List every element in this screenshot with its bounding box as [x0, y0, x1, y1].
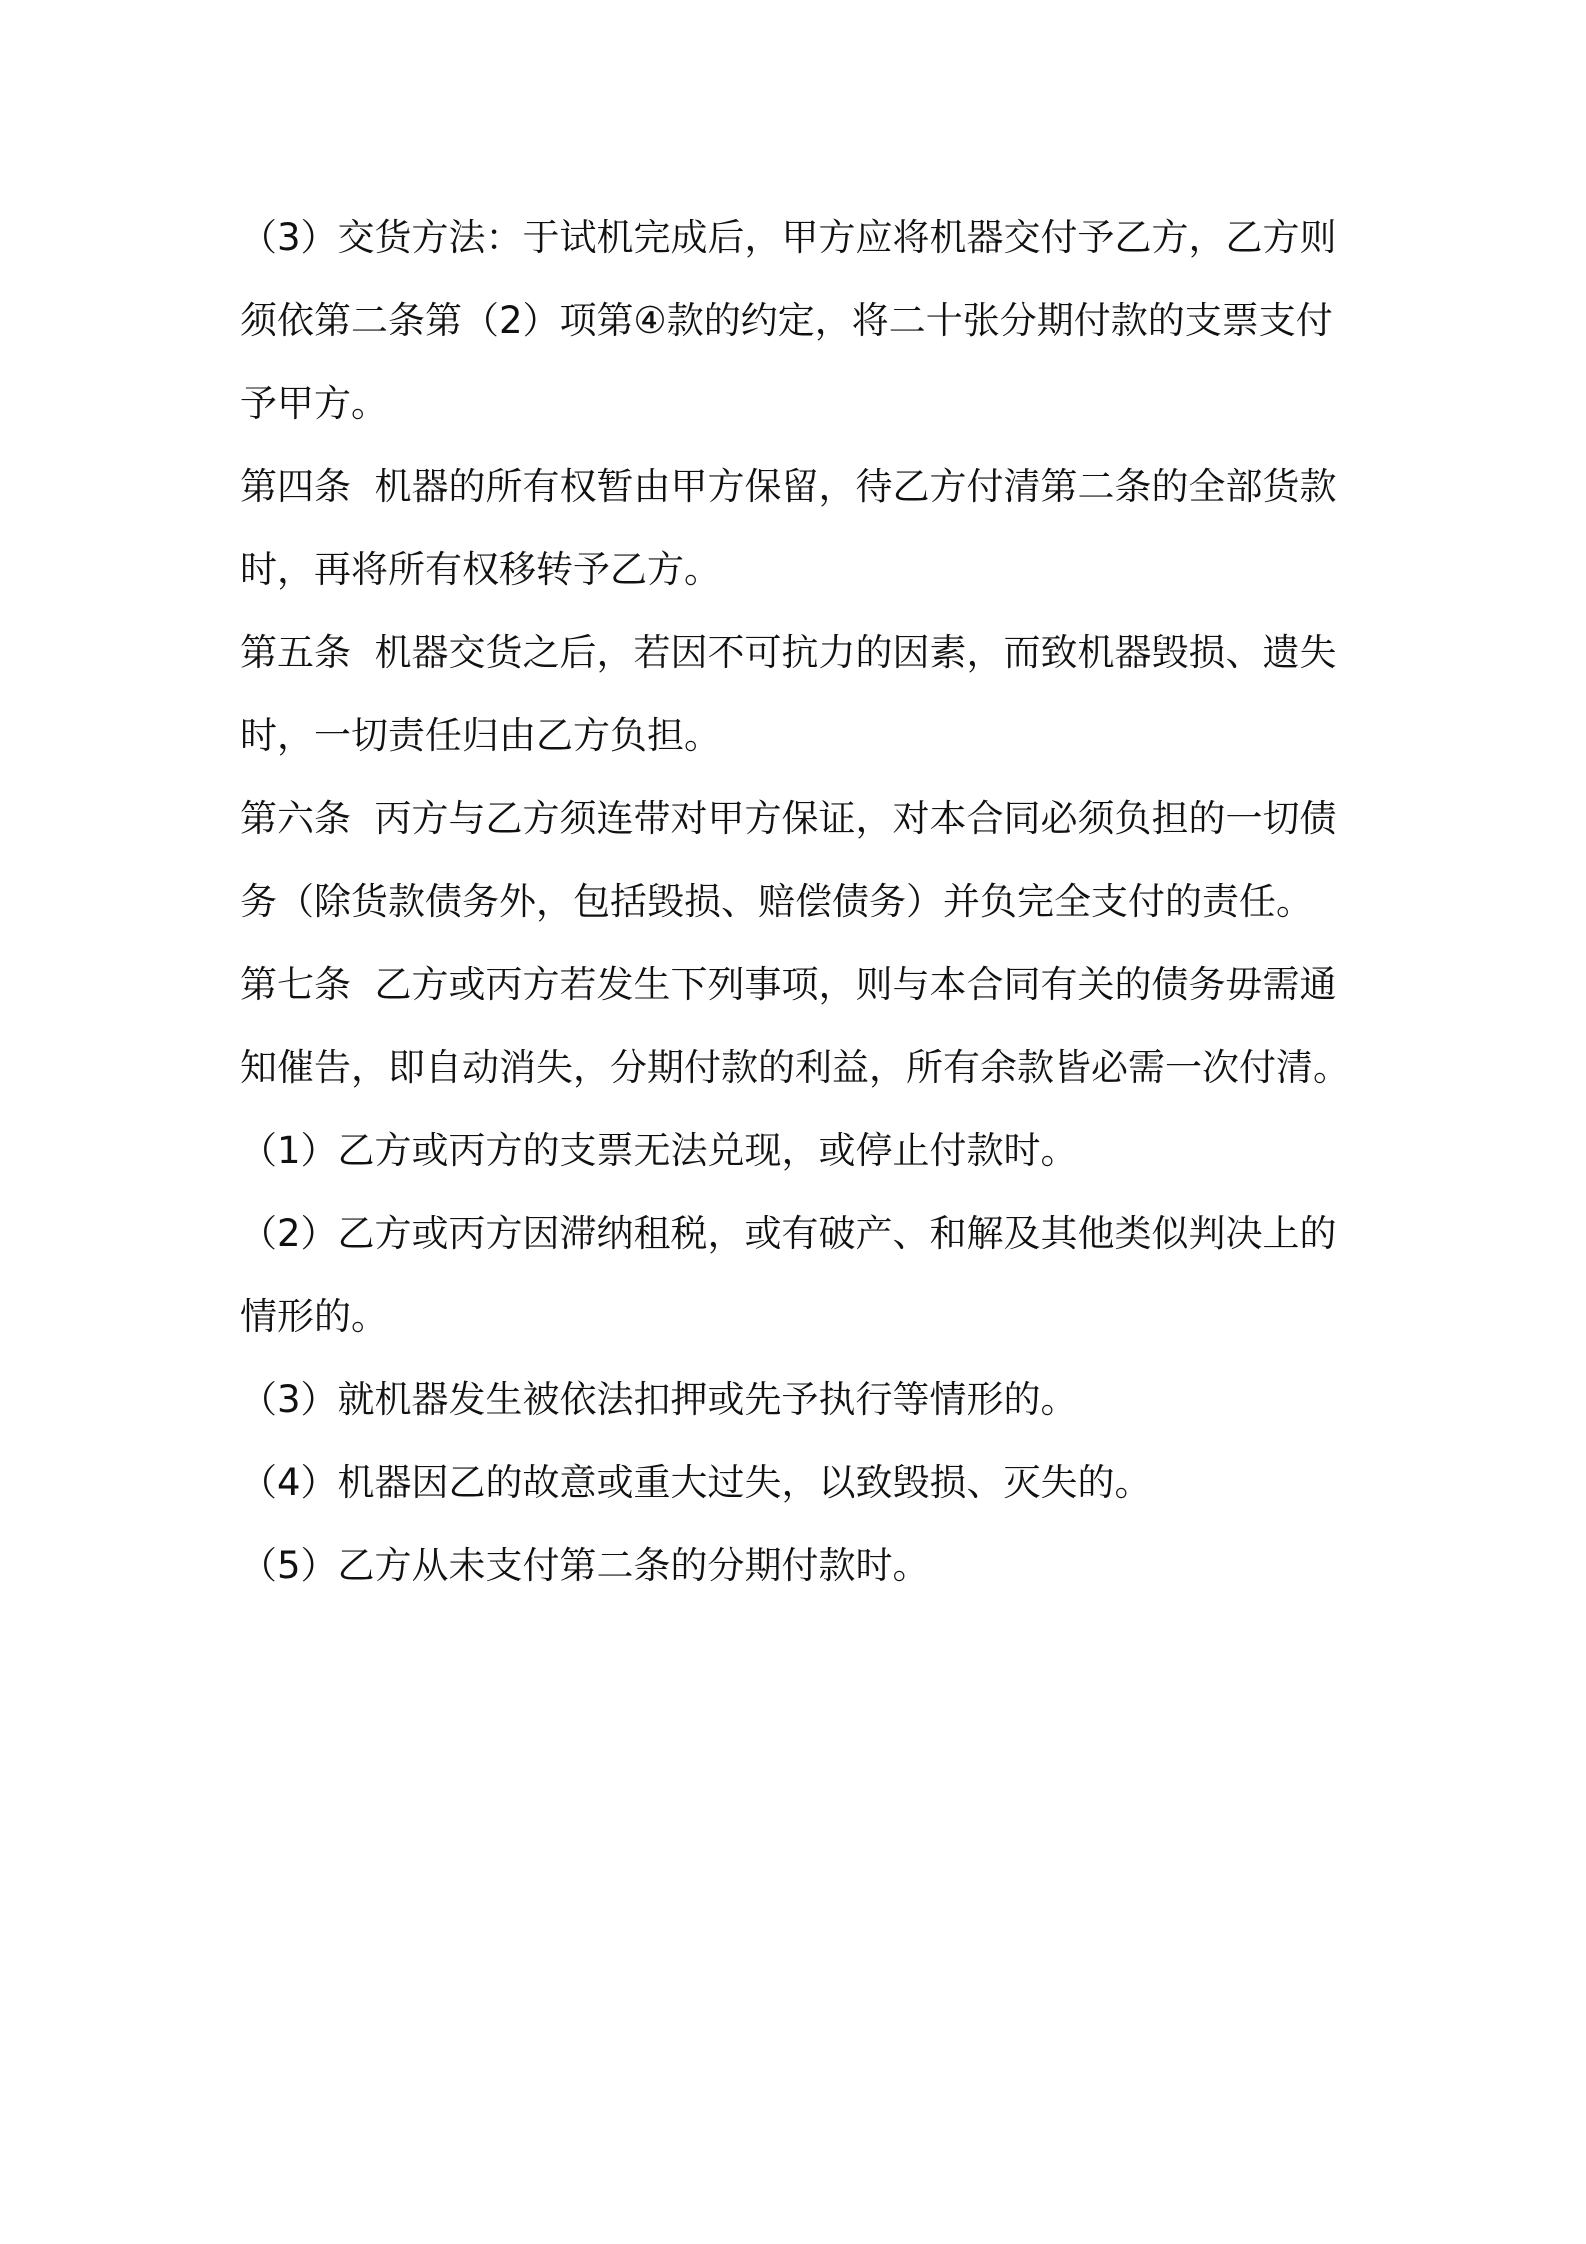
- paragraph-delivery-method: （3）交货方法：于试机完成后，甲方应将机器交付予乙方，乙方则须依第二条第（2）项第④款的约定，将二十张分期付款的支票支付予甲方。: [240, 216, 1337, 425]
- paragraph-article-7: 第七条 乙方或丙方若发生下列事项，则与本合同有关的债务毋需通知催告，即自动消失，分期付款的利益，所有余款皆必需一次付清。: [240, 963, 1350, 1089]
- list-item-2: （2）乙方或丙方因滞纳租税，或有破产、和解及其他类似判决上的情形的。: [240, 1212, 1337, 1338]
- list-item-4: （4）机器因乙的故意或重大过失，以致毁损、灭失的。: [240, 1461, 1152, 1504]
- paragraph-article-6: 第六条 丙方与乙方须连带对甲方保证，对本合同必须负担的一切债务（除货款债务外，包括毁损、赔偿债务）并负完全支付的责任。: [240, 797, 1337, 923]
- list-item-3: （3）就机器发生被依法扣押或先予执行等情形的。: [240, 1378, 1078, 1421]
- paragraph-article-4: 第四条 机器的所有权暂由甲方保留，待乙方付清第二条的全部货款时，再将所有权移转予乙方。: [240, 465, 1337, 591]
- list-item-5: （5）乙方从未支付第二条的分期付款时。: [240, 1544, 930, 1587]
- list-item-1: （1）乙方或丙方的支票无法兑现，或停止付款时。: [240, 1129, 1078, 1172]
- paragraph-article-5: 第五条 机器交货之后，若因不可抗力的因素，而致机器毁损、遗失时，一切责任归由乙方负担。: [240, 631, 1337, 757]
- document-body: [240, 196, 1360, 1607]
